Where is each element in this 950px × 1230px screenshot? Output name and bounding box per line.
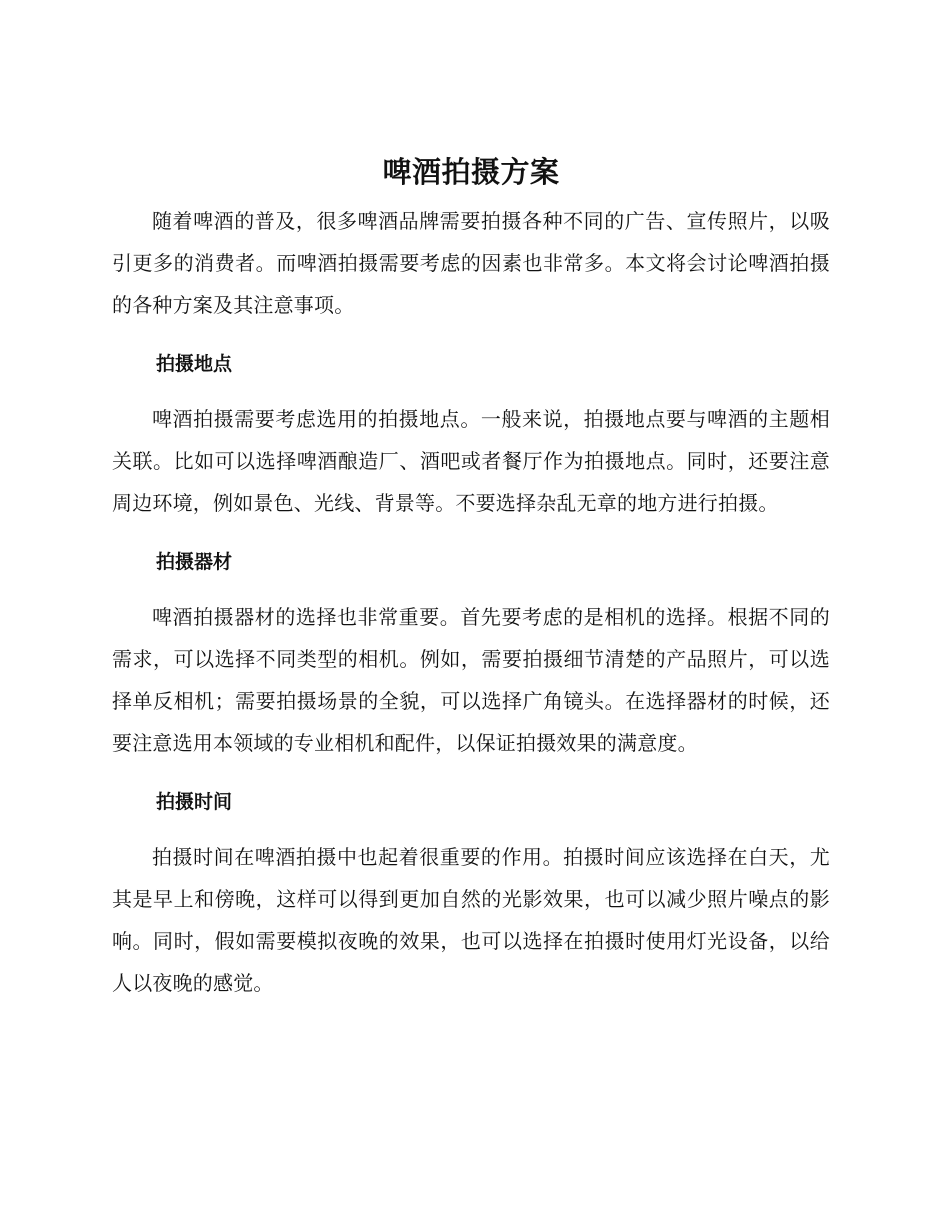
section-paragraph: 啤酒拍摄器材的选择也非常重要。首先要考虑的是相机的选择。根据不同的需求，可以选择不同类型的相机。例如，需要拍摄细节清楚的产品照片，可以选择单反相机；需要拍摄场景的全貌，可以选择广角镜头。在选择器材的时候，还要注意选用本领域的专业相机和配件，以保证拍摄效果的满意度。 xyxy=(112,605,830,755)
section-heading: 拍摄器材 xyxy=(156,551,233,573)
section-heading: 拍摄时间 xyxy=(156,791,233,813)
section-time xyxy=(112,786,830,1004)
section-heading: 拍摄地点 xyxy=(156,353,233,375)
section-paragraph: 拍摄时间在啤酒拍摄中也起着很重要的作用。拍摄时间应该选择在白天，尤其是早上和傍晚，这样可以得到更加自然的光影效果，也可以减少照片噪点的影响。同时，假如需要模拟夜晚的效果，也可以选择在拍摄时使用灯光设备，以给人以夜晚的感觉。 xyxy=(112,845,830,995)
document-page xyxy=(112,150,830,1004)
section-location xyxy=(112,348,830,524)
intro-paragraph: 随着啤酒的普及，很多啤酒品牌需要拍摄各种不同的广告、宣传照片，以吸引更多的消费者。而啤酒拍摄需要考虑的因素也非常多。本文将会讨论啤酒拍摄的各种方案及其注意事项。 xyxy=(112,209,830,317)
section-paragraph: 啤酒拍摄需要考虑选用的拍摄地点。一般来说，拍摄地点要与啤酒的主题相关联。比如可以选择啤酒酿造厂、酒吧或者餐厅作为拍摄地点。同时，还要注意周边环境，例如景色、光线、背景等。不要选择杂乱无章的地方进行拍摄。 xyxy=(112,407,830,515)
document-title: 啤酒拍摄方案 xyxy=(382,155,560,189)
section-equipment xyxy=(112,546,830,764)
